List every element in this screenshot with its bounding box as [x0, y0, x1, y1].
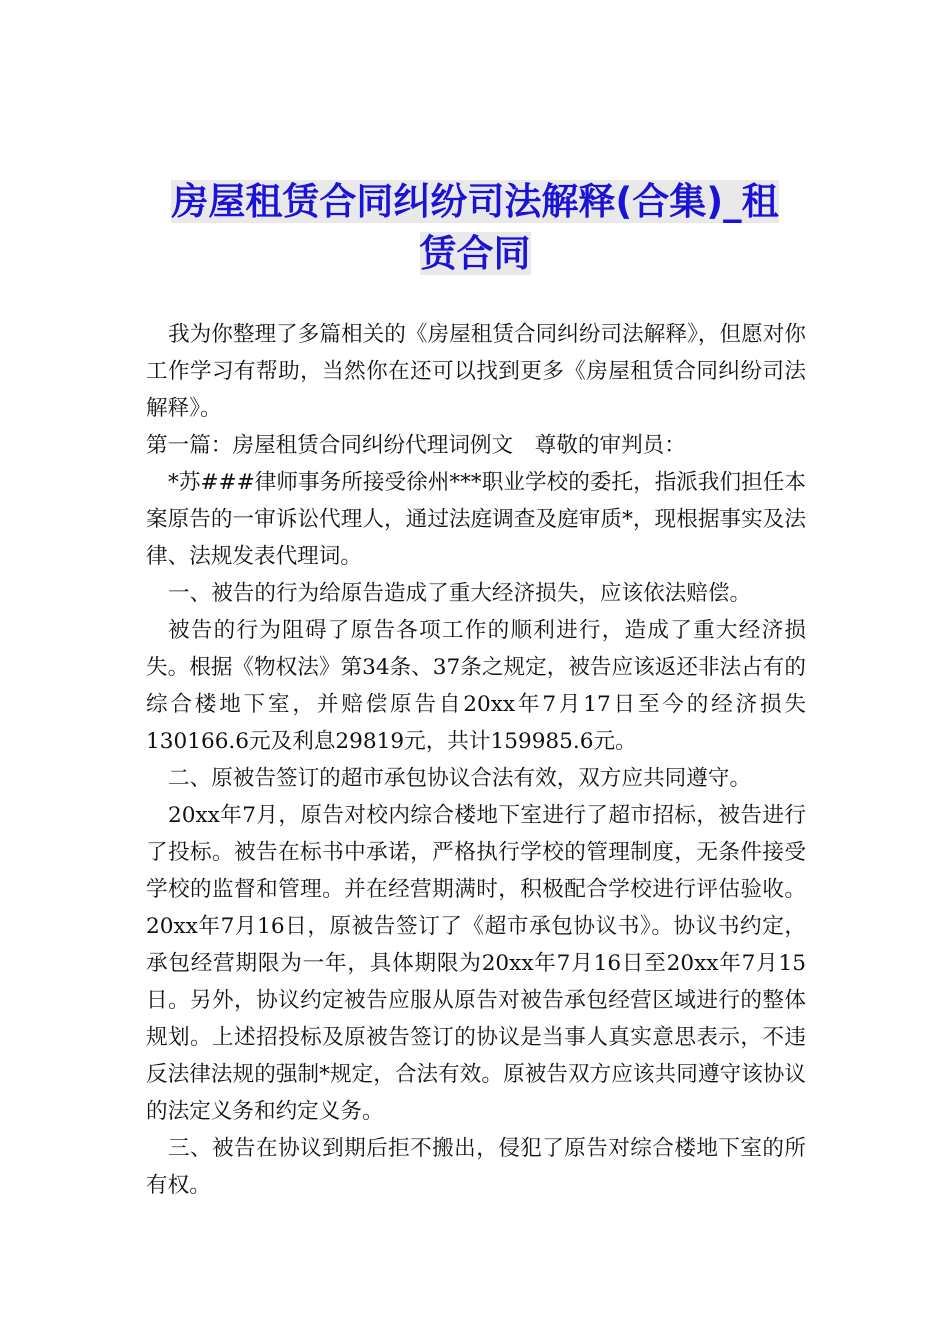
- body-paragraph: *苏###律师事务所接受徐州***职业学校的委托，指派我们担任本案原告的一审诉讼代理人，通过法庭调查及庭审质*，现根据事实及法律、法规发表代理词。: [146, 470, 806, 569]
- title-line-2: 赁合同: [419, 232, 531, 275]
- body-paragraph: 被告的行为阻碍了原告各项工作的顺利进行，造成了重大经济损失。根据《物权法》第34条、37条之规定，被告应该返还非法占有的综合楼地下室，并赔偿原告自20xx年7月17日至今的经济损失130166.6元及利息29819元，共计159985.6元。: [146, 618, 806, 754]
- document-title: [150, 176, 800, 280]
- point-heading-2: 二、原被告签订的超市承包协议合法有效，双方应共同遵守。: [168, 766, 752, 791]
- body-paragraph: 20xx年7月，原告对校内综合楼地下室进行了超市招标，被告进行了投标。被告在标书中承诺，严格执行学校的管理制度，无条件接受学校的监督和管理。并在经营期满时，积极配合学校进行评估验收。20xx年7月16日，原被告签订了《超市承包协议书》。协议书约定，承包经营期限为一年，具体期限为20xx年7月16日至20xx年7月15日。另外，协议约定被告应服从原告对被告承包经营区域进行的整体规划。上述招投标及原被告签订的协议是当事人真实意思表示，不违反法律法规的强制*规定，合法有效。原被告双方应该共同遵守该协议的法定义务和约定义务。: [146, 803, 806, 1124]
- point-heading-1: 一、被告的行为给原告造成了重大经济损失，应该依法赔偿。: [168, 581, 752, 606]
- document-body: [146, 316, 806, 1204]
- section-heading: 第一篇：房屋租赁合同纠纷代理词例文 尊敬的审判员：: [146, 433, 686, 458]
- title-line-1: 房屋租赁合同纠纷司法解释(合集)_租: [171, 180, 779, 223]
- intro-paragraph: 我为你整理了多篇相关的《房屋租赁合同纠纷司法解释》，但愿对你工作学习有帮助，当然你在还可以找到更多《房屋租赁合同纠纷司法解释》。: [146, 322, 806, 421]
- point-heading-3: 三、被告在协议到期后拒不搬出，侵犯了原告对综合楼地下室的所有权。: [146, 1136, 806, 1198]
